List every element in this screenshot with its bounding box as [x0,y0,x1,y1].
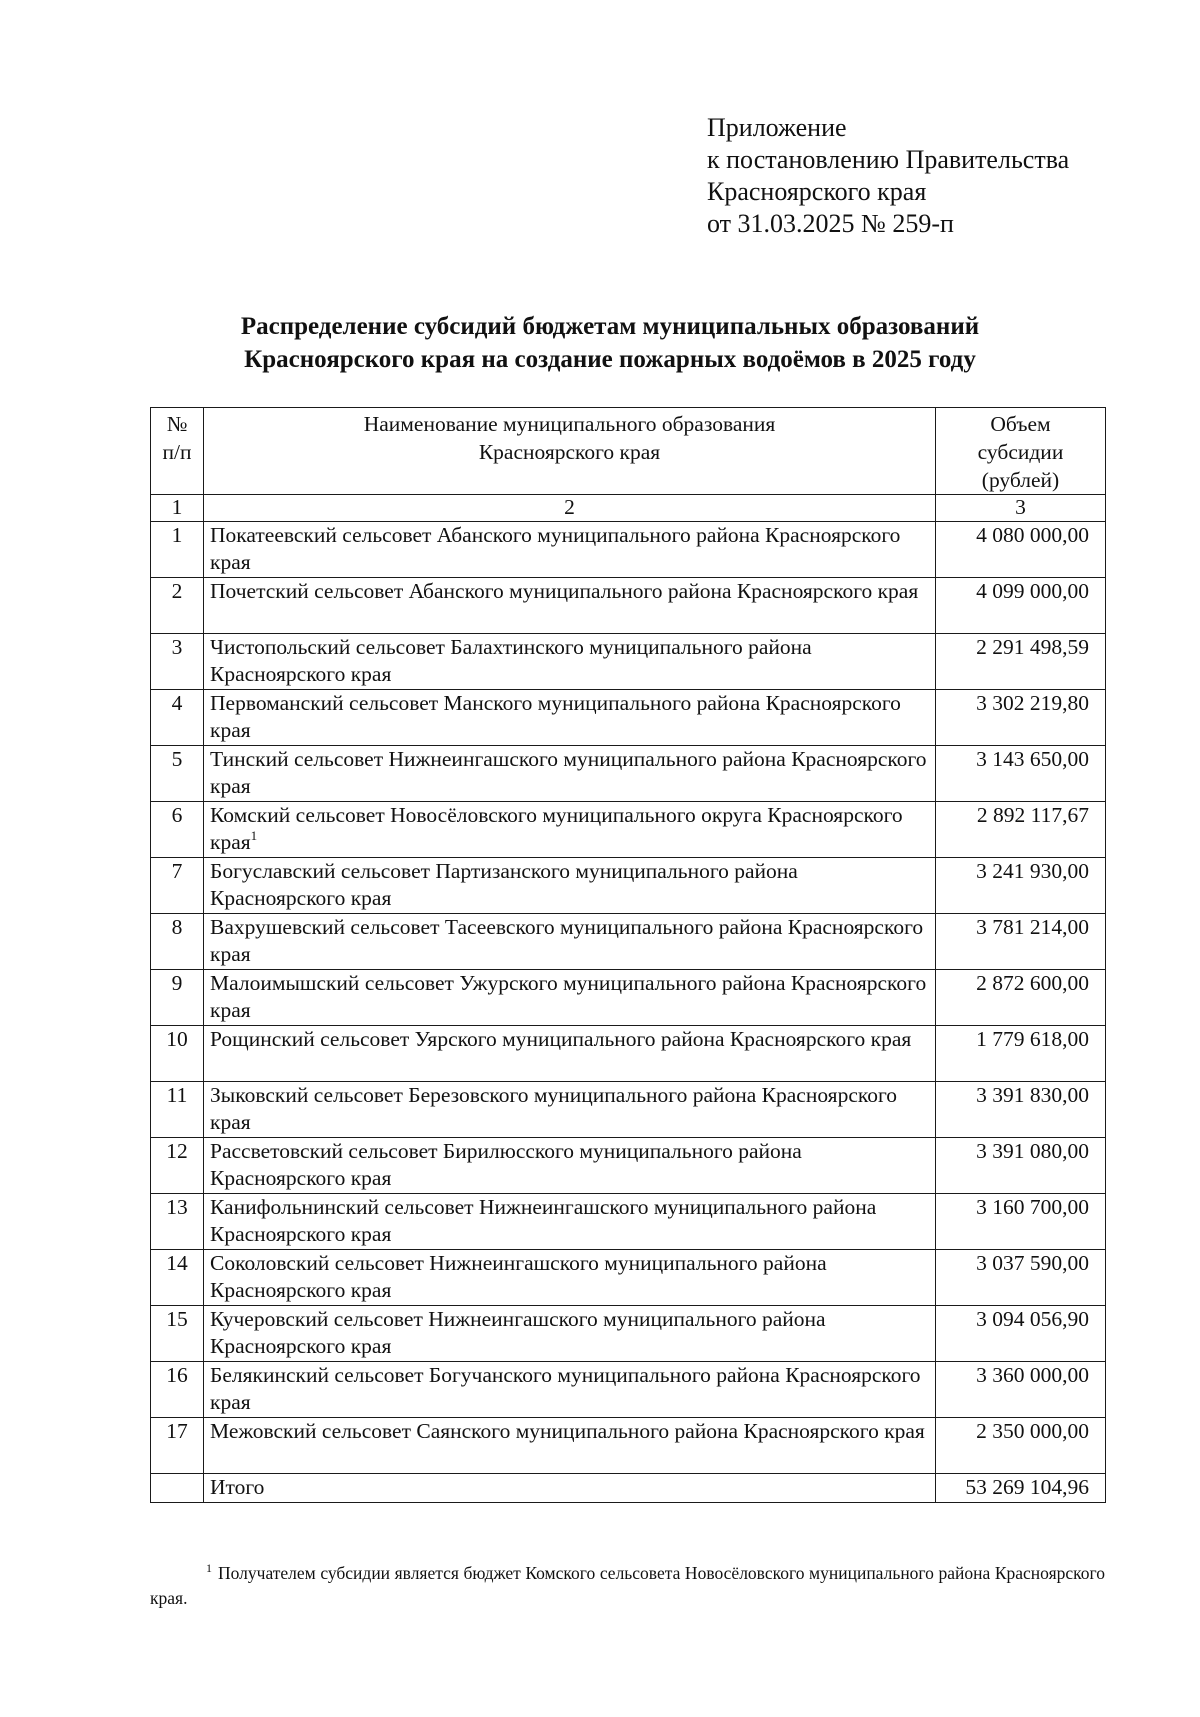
table-row [151,1250,1106,1306]
column-number-row [151,495,1106,522]
table-header-row [151,408,1106,495]
table-row [151,1082,1106,1138]
header-num-line: п/п [162,440,192,464]
subsidy-amount: 3 094 056,90 [936,1306,1106,1362]
subsidy-amount: 3 241 930,00 [936,858,1106,914]
table-row [151,522,1106,578]
municipality-name-cell [204,578,936,634]
row-number: 14 [151,1250,204,1306]
header-name-line: Красноярского края [478,440,661,464]
row-number: 16 [151,1362,204,1418]
table-row [151,578,1106,634]
municipality-name-cell [204,690,936,746]
municipality-name: Покатеевский сельсовет Абанского муниципального района Красноярского края [210,523,901,574]
total-amount: 53 269 104,96 [936,1474,1106,1503]
appendix-line: Приложение [707,113,847,142]
municipality-name-cell [204,746,936,802]
municipality-name: Зыковский сельсовет Березовского муниципального района Красноярского края [210,1083,898,1134]
appendix-line: Красноярского края [707,177,927,206]
column-number: 3 [936,495,1106,522]
row-number: 15 [151,1306,204,1362]
subsidy-amount: 4 080 000,00 [936,522,1106,578]
municipality-name: Тинский сельсовет Нижнеингашского муниципального района Красноярского края [210,747,927,798]
table-row [151,970,1106,1026]
title-line: Распределение субсидий бюджетам муниципальных образований [240,313,980,340]
municipality-name: Богуславский сельсовет Партизанского муниципального района Красноярского края [210,859,798,910]
subsidy-amount: 2 350 000,00 [936,1418,1106,1474]
total-label: Итого [204,1474,936,1503]
municipality-name-cell [204,1362,936,1418]
row-number: 6 [151,802,204,858]
municipality-name-cell [204,1250,936,1306]
subsidy-amount: 3 143 650,00 [936,746,1106,802]
header-name-line: Наименование муниципального образования [363,412,776,436]
municipality-name-cell [204,914,936,970]
table-row [151,802,1106,858]
row-number: 2 [151,578,204,634]
footnote-mark: 1 [206,1561,212,1575]
table-row [151,690,1106,746]
row-number: 5 [151,746,204,802]
municipality-name-cell [204,858,936,914]
municipality-name: Канифольнинский сельсовет Нижнеингашского муниципального района Красноярского края [210,1195,877,1246]
row-number: 9 [151,970,204,1026]
municipality-name-cell [204,634,936,690]
appendix-line: к постановлению Правительства [707,145,1070,174]
column-number: 2 [204,495,936,522]
subsidy-amount: 2 872 600,00 [936,970,1106,1026]
municipality-name-cell [204,970,936,1026]
municipality-name: Почетский сельсовет Абанского муниципального района Красноярского края [210,579,919,603]
subsidy-amount: 2 892 117,67 [936,802,1106,858]
municipality-name-cell [204,1306,936,1362]
header-num [151,408,204,495]
footnote-text: Получателем субсидии является бюджет Комского сельсовета Новосёловского муниципального района Красноярского края. [150,1563,1105,1608]
total-empty-cell [151,1474,204,1503]
header-num-line: № [166,412,188,436]
header-name [204,408,936,495]
table-row [151,858,1106,914]
subsidy-amount: 3 391 830,00 [936,1082,1106,1138]
municipality-name: Белякинский сельсовет Богучанского муниципального района Красноярского края [210,1363,921,1414]
header-amount-line: субсидии [977,440,1064,464]
municipality-name-cell [204,1418,936,1474]
column-number: 1 [151,495,204,522]
row-number: 1 [151,522,204,578]
appendix-header [707,112,1069,240]
municipality-name: Вахрушевский сельсовет Тасеевского муниципального района Красноярского края [210,915,924,966]
municipality-name: Первоманский сельсовет Манского муниципального района Красноярского края [210,691,901,742]
table-row [151,634,1106,690]
municipality-name: Межовский сельсовет Саянского муниципального района Красноярского края [210,1419,925,1443]
subsidy-amount: 1 779 618,00 [936,1026,1106,1082]
footnote-reference: 1 [250,828,258,843]
municipality-name-cell [204,802,936,858]
row-number: 12 [151,1138,204,1194]
subsidy-amount: 3 302 219,80 [936,690,1106,746]
row-number: 4 [151,690,204,746]
row-number: 11 [151,1082,204,1138]
subsidy-amount: 3 391 080,00 [936,1138,1106,1194]
municipality-name: Рощинский сельсовет Уярского муниципального района Красноярского края [210,1027,912,1051]
footnote [150,1556,1105,1611]
table-row [151,1418,1106,1474]
municipality-name-cell [204,1082,936,1138]
subsidy-amount: 3 160 700,00 [936,1194,1106,1250]
municipality-name: Кучеровский сельсовет Нижнеингашского муниципального района Красноярского края [210,1307,826,1358]
table-row [151,1026,1106,1082]
municipality-name-cell [204,1194,936,1250]
subsidy-table [150,407,1106,1503]
row-number: 3 [151,634,204,690]
row-number: 7 [151,858,204,914]
header-amount [936,408,1106,495]
appendix-line: от 31.03.2025 № 259-п [707,209,954,238]
document-title [150,310,1070,376]
row-number: 8 [151,914,204,970]
subsidy-amount: 3 360 000,00 [936,1362,1106,1418]
table-row [151,1194,1106,1250]
table-row [151,914,1106,970]
municipality-name: Комский сельсовет Новосёловского муниципального округа Красноярского края [210,803,903,854]
table-row [151,1138,1106,1194]
row-number: 17 [151,1418,204,1474]
table-row [151,1306,1106,1362]
municipality-name-cell [204,1026,936,1082]
municipality-name: Малоимышский сельсовет Ужурского муниципального района Красноярского края [210,971,927,1022]
row-number: 13 [151,1194,204,1250]
row-number: 10 [151,1026,204,1082]
title-line: Красноярского края на создание пожарных водоёмов в 2025 году [244,346,976,373]
subsidy-amount: 3 037 590,00 [936,1250,1106,1306]
municipality-name: Чистопольский сельсовет Балахтинского муниципального района Красноярского края [210,635,812,686]
subsidy-amount: 4 099 000,00 [936,578,1106,634]
table-row [151,1362,1106,1418]
header-amount-line: Объем [990,412,1051,436]
municipality-name-cell [204,522,936,578]
table-row [151,746,1106,802]
subsidy-amount: 3 781 214,00 [936,914,1106,970]
total-row [151,1474,1106,1503]
subsidy-amount: 2 291 498,59 [936,634,1106,690]
municipality-name: Рассветовский сельсовет Бирилюсского муниципального района Красноярского края [210,1139,802,1190]
municipality-name-cell [204,1138,936,1194]
header-amount-line: (рублей) [981,468,1060,492]
municipality-name: Соколовский сельсовет Нижнеингашского муниципального района Красноярского края [210,1251,827,1302]
